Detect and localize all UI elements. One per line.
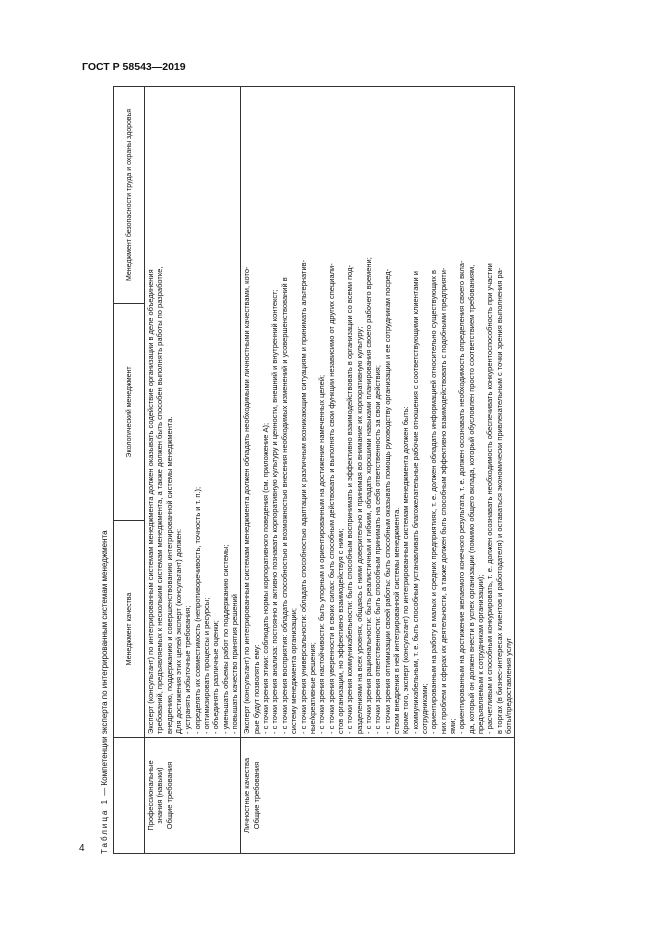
- table-row: [241, 87, 515, 854]
- header-empty-cell: [114, 738, 145, 854]
- text-line: - с точки зрения универсальности: обладать способностью адаптации к различным возникающим ситуациям и принимать альтернатив-: [298, 259, 308, 734]
- text-line: - устранять избыточные требования;: [183, 605, 193, 734]
- row-label-line: Личностные качества: [242, 757, 252, 834]
- text-line: - расчетливым и способным конкурировать, т. е. должен осознавать необходимость обеспечивать конкурентоспособность при участии: [485, 263, 495, 734]
- row-content-cell: [145, 87, 241, 738]
- text-line: - уменьшать объемы работ по поддержанию системы;: [220, 544, 230, 734]
- row-label-cell: [145, 738, 241, 854]
- text-line: - с точки зрения анализа: постоянно и активно познавать корпоративную культуру и ценности, внешний и внутренний контекст;: [270, 289, 280, 734]
- competence-table: [113, 86, 515, 854]
- table-header-row: [114, 87, 145, 854]
- text-line: стов организации, но эффективно взаимодействуя с ними;: [335, 528, 345, 734]
- table-row: [145, 87, 241, 854]
- text-line: Эксперт (консультант) по интегрированным системам менеджмента должен обладать необходимыми личностными качествами, кото-: [242, 266, 252, 734]
- table-caption-text: — Компетенции эксперта по интегрированным системам менеджмента: [100, 530, 109, 796]
- text-line: - с точки зрения коммуникабельности: быть способным воспринимать и эффективно взаимодействовать в организации со всеми под-: [345, 264, 355, 734]
- text-line: - коммуникабельным, т. е. быть способным устанавливать благожелательные рабочие отношения с соответствующими клиентами и: [410, 271, 420, 734]
- row-content-cell: [241, 87, 515, 738]
- text-line: боты/предоставления услуг: [504, 637, 514, 734]
- header-quality-management: Менеджмент качества: [114, 521, 145, 738]
- text-line: Эксперт (консультант) по интегрированным системам менеджмента должен оказывать содействие организации в деле объединения: [146, 269, 155, 734]
- text-line: - с точки зрения рациональности: быть реалистичным и гибким, обладать хорошими навыками планирования своего рабочего времени;: [363, 257, 373, 734]
- text-line: - с точки зрения восприятия: обладать способностью и возможностью внесения необходимых изменений и усовершенствований в: [279, 277, 289, 734]
- row-label-cell: [241, 738, 515, 854]
- text-line: - ориентированным на работу в малых и средних предприятиях, т. е. должен обладать информацией относительно существующих в: [429, 269, 439, 734]
- text-line: ями;: [448, 718, 457, 734]
- page-number: 4: [79, 843, 85, 854]
- text-line: предъявляемым к сотрудникам организации);: [476, 574, 486, 734]
- text-line: в торгах (в бизнес-интересах клиентов и работодателя) и оставаться экономически привлекательным с точки зрения выполнения ра-: [494, 267, 504, 734]
- text-line: ством внедрения в ней интегрированной системы менеджмента.: [391, 507, 401, 734]
- text-line: - с точки зрения уверенности в своих силах: быть способным действовать и выполнять свои функции независимо от других специали-: [326, 263, 336, 734]
- text-line: разделениями на всех уровнях, общаясь с ними доверительно и принимая во внимание их корпоративную культуру;: [354, 326, 364, 734]
- text-line: - определять их совместимость (непротиворечивость, точность и т. п.);: [192, 486, 202, 734]
- text-line: - с точки зрения ответственности: быть способным принимать на себя ответственность за свои действия;: [373, 365, 383, 734]
- text-line: внедрению, поддержанию и совершенствованию интегрированной системы менеджмента.: [164, 416, 174, 734]
- row-label-line: Профессиональные: [146, 760, 155, 831]
- text-line: - повышать качество принятия решений: [230, 594, 240, 734]
- text-line: - с точки зрения настойчивости: быть упорным и ориентированным на достижение намеченных целей;: [317, 374, 327, 734]
- row-label-line: Общие требования: [251, 761, 261, 830]
- table-caption-prefix: Таблица 1: [100, 797, 109, 854]
- text-line: - с точки зрения оптимизации своей работы: быть способным оказывать помощь руководству организации и ее сотрудникам посред-: [382, 268, 392, 734]
- text-line: Кроме того, эксперт (консультант) по интегрированным системам менеджмента должен быть:: [401, 406, 411, 734]
- header-safety-management: Менеджмент безопасности труда и охраны здоровья: [114, 87, 145, 304]
- rotated-table-container: [97, 87, 567, 854]
- text-line: ные/креативные решения;: [307, 642, 317, 734]
- text-line: рые будут позволять ему:: [251, 644, 261, 734]
- header-environmental-management: Экологический менеджмент: [114, 304, 145, 521]
- text-line: - ориентированным на достижение желаемого конечного результата, т. е. должен осознавать необходимость определения своего вкла-: [457, 260, 467, 734]
- text-line: - объединять различные оценки;: [211, 620, 221, 734]
- text-line: Для достижения этих целей эксперт (консультант) должен:: [174, 528, 184, 734]
- text-line: систему менеджмента организации;: [289, 607, 299, 734]
- row-label-line: знания (навыки): [155, 767, 165, 824]
- row-label-line: Общие требования: [164, 761, 174, 830]
- text-line: - с точки зрения этики: соблюдать нормы корпоративного поведения (см. приложение А);: [261, 422, 271, 734]
- document-header: ГОСТ Р 58543—2019: [82, 61, 186, 73]
- text-line: требований, предъявляемых к нескольким системам менеджмента, а также должен быть способен выполнять работы по разработке,: [155, 266, 165, 734]
- text-line: да, который он должен внести в успех организации (помимо общего вклада, который обусловлен просто соответствием требованиям,: [466, 264, 476, 734]
- table-caption: [97, 530, 113, 854]
- text-line: сотрудниками;: [419, 683, 429, 734]
- text-line: - оптимизировать процессы и ресурсы;: [202, 597, 212, 734]
- text-line: них проблем и сферах их деятельности, а также должен быть способным эффективно взаимодействовать с подобными предприяти-: [438, 267, 448, 734]
